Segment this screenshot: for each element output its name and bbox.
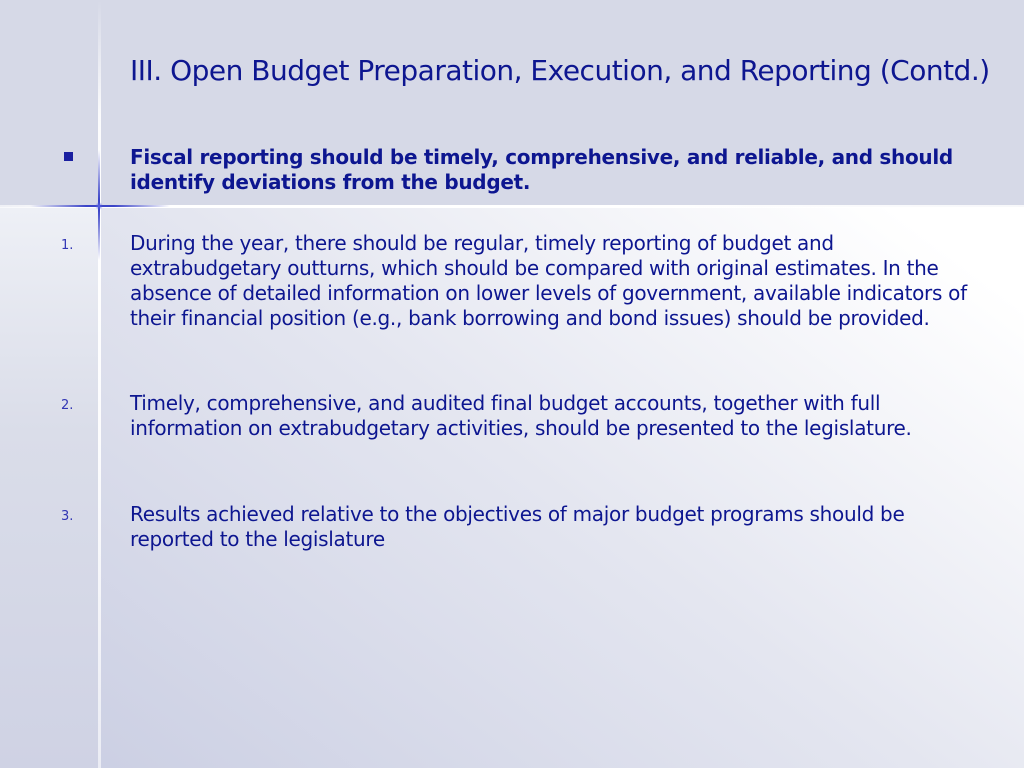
item-number-3: 3. bbox=[61, 509, 74, 524]
left-band bbox=[0, 207, 98, 768]
item-text-1: During the year, there should be regular, timely reporting of budget and extrabudgetary outturns, which should be compared with original estimates. In the absence of detailed information on lower levels of government, available indicators of their financial position (e.g., bank borrowing and bond issues) should be provided. bbox=[130, 231, 967, 330]
item-text-3: Results achieved relative to the objectives of major budget programs should be reported to the legislature bbox=[130, 502, 905, 551]
item-number-1: 1. bbox=[61, 238, 74, 253]
lead-bullet-text: Fiscal reporting should be timely, comprehensive, and reliable, and should identify deviations from the budget. bbox=[130, 145, 953, 194]
item-text-2: Timely, comprehensive, and audited final budget accounts, together with full information on extrabudgetary activities, should be presented to the legislature. bbox=[130, 391, 912, 440]
cross-accent-center bbox=[95, 202, 103, 210]
slide-title: III. Open Budget Preparation, Execution, and Reporting (Contd.) bbox=[130, 54, 990, 87]
item-number-2: 2. bbox=[61, 398, 74, 413]
vertical-divider bbox=[98, 0, 101, 768]
square-bullet-icon bbox=[64, 152, 73, 161]
